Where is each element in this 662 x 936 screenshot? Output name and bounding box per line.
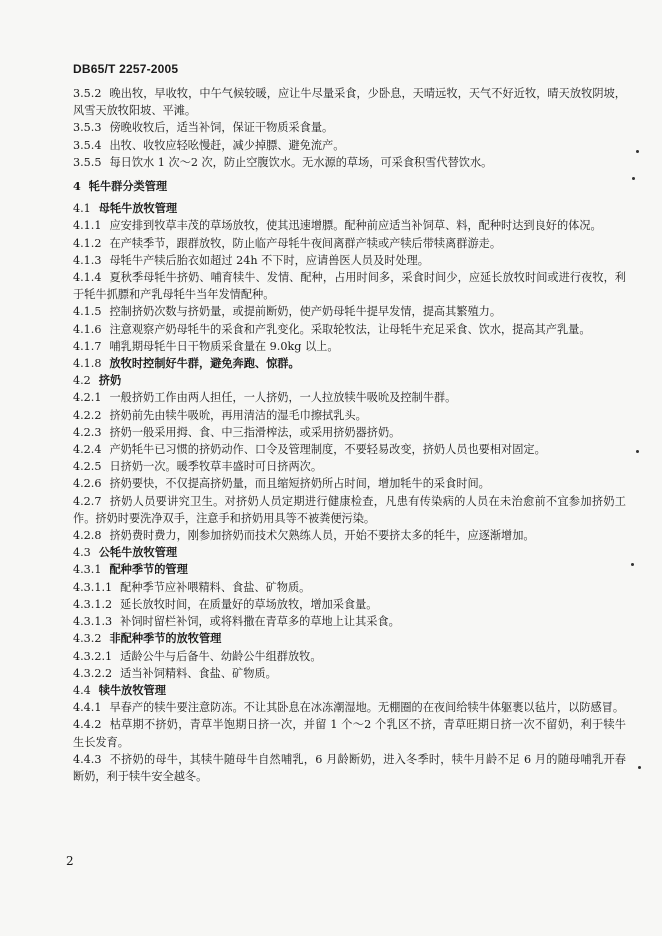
clause-number: 4.3.2.1: [73, 649, 113, 663]
clause-paragraph: [73, 154, 626, 171]
document-body: [73, 85, 626, 785]
clause-text: 配种季节应补喂精料、食盐、矿物质。: [120, 580, 311, 594]
clause-number: 4.1.3: [73, 253, 102, 267]
clause-text: 在产犊季节，跟群放牧，防止临产母牦牛夜间离群产犊或产犊后带犊离群游走。: [109, 236, 502, 250]
clause-paragraph: [73, 137, 626, 154]
subsection-heading: [73, 355, 626, 372]
clause-paragraph: [73, 217, 626, 234]
clause-number: 4.2.7: [73, 494, 102, 508]
clause-text: 挤奶一般采用拇、食、中三指滑榨法，或采用挤奶器挤奶。: [109, 425, 401, 439]
clause-paragraph: [73, 235, 626, 252]
clause-paragraph: [73, 119, 626, 136]
page-number: 2: [66, 854, 74, 868]
clause-text: 挤奶人员要讲究卫生。对挤奶人员定期进行健康检查，凡患有传染病的人员在未治愈前不宜参加挤奶工作。挤奶时要洗净双手，注意手和挤奶用具等不被粪便污染。: [73, 494, 626, 525]
clause-text: 一般挤奶工作由两人担任，一人挤奶，一人拉放犊牛吸吮及控制牛群。: [109, 391, 457, 405]
clause-number: 4.3.1.2: [73, 597, 113, 611]
clause-text: 哺乳期母牦牛日干物质采食量在 9.0kg 以上。: [109, 339, 339, 353]
clause-number: 4.4.2: [73, 718, 102, 732]
clause-number: 4.2.2: [73, 408, 102, 422]
clause-paragraph: [73, 407, 626, 424]
clause-text: 产奶牦牛已习惯的挤奶动作、口令及管理制度，不要轻易改变，挤奶人员也要相对固定。: [109, 443, 546, 457]
clause-paragraph: [73, 493, 626, 527]
clause-number: 4.2.1: [73, 391, 102, 405]
clause-text: 应安排到牧草丰茂的草场放牧，使其迅速增膘。配种前应适当补饲草、料，配种时达到良好的体况。: [109, 219, 602, 233]
clause-paragraph: [73, 648, 626, 665]
clause-text: 晚出牧，早收牧，中午气候较暖，应让牛尽量采食，少卧息，天晴远牧，天气不好近牧，晴天放牧阴坡，风雪天放牧阳坡、平滩。: [73, 87, 626, 118]
clause-text: 早春产的犊牛要注意防冻。不让其卧息在冰冻潮湿地。无棚圈的在夜间给犊牛体躯裹以毡片，以防感冒。: [109, 701, 625, 715]
subsection-heading: [73, 630, 626, 647]
clause-number: 4.4: [73, 683, 91, 697]
clause-number: 4.2.4: [73, 443, 102, 457]
clause-paragraph: [73, 475, 626, 492]
clause-paragraph: [73, 321, 626, 338]
clause-number: 4.4.3: [73, 752, 102, 766]
clause-text: 放牧时控制好牛群，避免奔跑、惊群。: [109, 356, 300, 371]
clause-paragraph: [73, 527, 626, 544]
clause-text: 挤奶要快，不仅提高挤奶量，而且缩短挤奶所占时间，增加牦牛的采食时间。: [109, 477, 490, 491]
clause-number: 4.3.1.1: [73, 580, 113, 594]
subsection-heading: [73, 561, 626, 578]
clause-number: 3.5.3: [73, 121, 102, 135]
scan-speck: [636, 150, 639, 153]
clause-text: 注意观察产奶母牦牛的采食和产乳变化。采取轮牧法，让母牦牛充足采食、饮水，提高其产乳量。: [109, 322, 591, 336]
clause-number: 4.3.2.2: [73, 666, 113, 680]
clause-paragraph: [73, 441, 626, 458]
clause-text: 延长放牧时间，在质量好的草场放牧，增加采食量。: [120, 597, 378, 611]
scan-speck: [636, 450, 639, 453]
clause-text: 夏秋季母牦牛挤奶、哺育犊牛、发情、配种，占用时间多，采食时间少，应延长放牧时间或进行夜牧，利于牦牛抓膘和产乳母牦牛当年发情配种。: [73, 271, 626, 302]
clause-paragraph: [73, 269, 626, 303]
clause-text: 挤奶前先由犊牛吸吮，再用清洁的湿毛巾擦拭乳头。: [109, 408, 367, 422]
clause-number: 4.2.3: [73, 425, 102, 439]
clause-number: 4.1.8: [73, 357, 102, 371]
document-id: DB65/T 2257-2005: [73, 62, 179, 76]
clause-text: 出牧、收牧应轻吆慢赶，减少掉膘、避免流产。: [109, 138, 345, 152]
clause-text: 挤奶费时费力，刚参加挤奶而技术欠熟练人员，开始不要挤太多的牦牛，应逐渐增加。: [109, 529, 535, 543]
clause-text: 补饲时留栏补饲，或将料撒在青草多的草地上让其采食。: [120, 615, 400, 629]
clause-text: 控制挤奶次数与挤奶量，或提前断奶，使产奶母牦牛提早发情，提高其繁殖力。: [109, 305, 502, 319]
scan-speck: [638, 766, 641, 769]
clause-text: 傍晚收牧后，适当补饲，保证干物质采食量。: [109, 121, 334, 135]
clause-paragraph: [73, 716, 626, 750]
clause-text: 每日饮水 1 次～2 次，防止空腹饮水。无水源的草场，可采食积雪代替饮水。: [109, 155, 493, 169]
subsection-heading: [73, 200, 626, 217]
clause-paragraph: [73, 699, 626, 716]
clause-paragraph: [73, 579, 626, 596]
clause-text: 母牦牛放牧管理: [98, 201, 178, 216]
clause-number: 4.2.6: [73, 477, 102, 491]
clause-paragraph: [73, 85, 626, 119]
clause-number: 4.1.4: [73, 271, 102, 285]
clause-paragraph: [73, 665, 626, 682]
clause-number: 4.3.1: [73, 563, 102, 577]
subsection-heading: [73, 544, 626, 561]
clause-number: 4.3.2: [73, 632, 102, 646]
clause-number: 4.2: [73, 374, 91, 388]
clause-text: 适龄公牛与后备牛、幼龄公牛组群放牧。: [120, 649, 322, 663]
section-heading: [73, 178, 626, 195]
clause-number: 3.5.2: [73, 87, 102, 100]
clause-text: 不挤奶的母牛，其犊牛随母牛自然哺乳，6 月龄断奶，进入冬季时，犊牛月龄不足 6 月的随母哺乳开春断奶，利于犊牛安全越冬。: [73, 752, 626, 783]
clause-text: 日挤奶一次。暖季牧草丰盛时可日挤两次。: [109, 460, 323, 474]
clause-number: 3.5.5: [73, 155, 102, 169]
clause-number: 4.3: [73, 546, 91, 560]
clause-text: 母牦牛产犊后胎衣如超过 24h 不下时，应请兽医人员及时处理。: [109, 253, 429, 267]
clause-paragraph: [73, 751, 626, 785]
clause-text: 枯草期不挤奶，青草半饱期日挤一次，并留 1 个～2 个乳区不挤，青草旺期日挤一次不留奶，利于犊牛生长发育。: [73, 718, 626, 749]
clause-paragraph: [73, 458, 626, 475]
clause-number: 4.2.5: [73, 460, 102, 474]
clause-paragraph: [73, 389, 626, 406]
clause-text: 配种季节的管理: [109, 562, 188, 577]
clause-paragraph: [73, 338, 626, 355]
clause-text: 挤奶: [98, 373, 122, 388]
clause-text: 牦牛群分类管理: [88, 179, 168, 194]
scan-speck: [631, 563, 634, 566]
clause-paragraph: [73, 613, 626, 630]
clause-number: 4.1.5: [73, 305, 102, 319]
subsection-heading: [73, 372, 626, 389]
clause-number: 4.1.1: [73, 219, 102, 233]
clause-text: 公牦牛放牧管理: [98, 545, 178, 560]
clause-text: 非配种季节的放牧管理: [109, 631, 222, 646]
clause-number: 4: [73, 179, 81, 194]
clause-number: 4.1.2: [73, 236, 102, 250]
clause-number: 4.3.1.3: [73, 615, 113, 629]
clause-number: 3.5.4: [73, 138, 102, 152]
subsection-heading: [73, 682, 626, 699]
clause-number: 4.1.6: [73, 322, 102, 336]
clause-paragraph: [73, 303, 626, 320]
clause-number: 4.1.7: [73, 339, 102, 353]
clause-paragraph: [73, 424, 626, 441]
clause-paragraph: [73, 596, 626, 613]
clause-paragraph: [73, 252, 626, 269]
clause-text: 犊牛放牧管理: [98, 682, 166, 697]
scan-speck: [632, 177, 635, 180]
clause-number: 4.4.1: [73, 701, 102, 715]
clause-number: 4.1: [73, 202, 91, 216]
clause-text: 适当补饲精料、食盐、矿物质。: [120, 666, 277, 680]
clause-number: 4.2.8: [73, 529, 102, 543]
